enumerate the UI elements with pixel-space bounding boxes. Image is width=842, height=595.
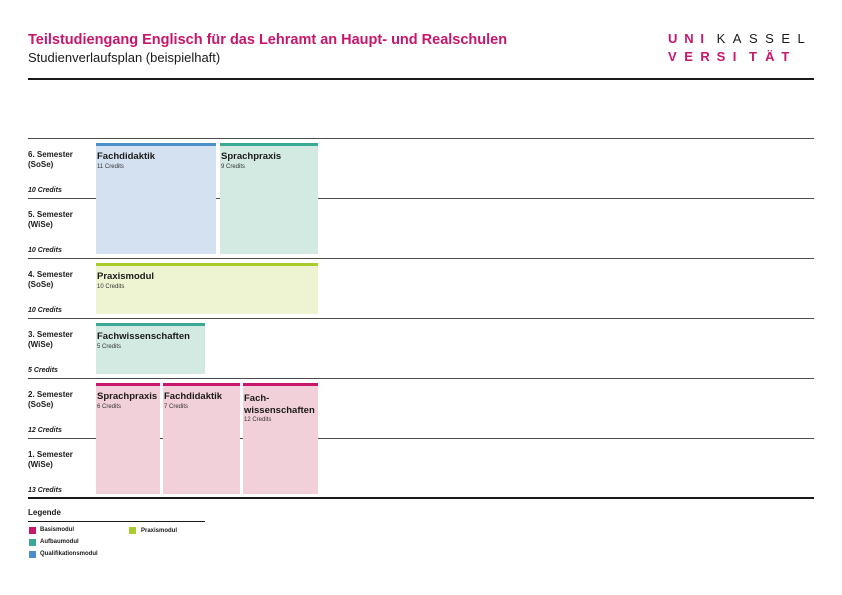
legend-swatch-aufbaumodul — [29, 539, 36, 546]
row-divider — [28, 258, 814, 259]
module-fachdidaktik-qualifikation: Fachdidaktik 11 Credits — [96, 143, 216, 254]
semester-label: 6. Semester (SoSe) — [28, 150, 73, 169]
module-sprachpraxis-basis: Sprachpraxis 6 Credits — [96, 383, 160, 494]
semester-credits: 10 Credits — [28, 187, 62, 194]
legend-label: Basismodul — [40, 527, 75, 533]
module-fachdidaktik-basis: Fachdidaktik 7 Credits — [163, 383, 240, 494]
row-divider — [28, 138, 814, 139]
semester-label: 4. Semester (SoSe) — [28, 270, 73, 289]
semester-label: 5. Semester (WiSe) — [28, 210, 73, 229]
semester-label: 2. Semester (SoSe) — [28, 390, 73, 409]
page-subtitle: Studienverlaufsplan (beispielhaft) — [28, 50, 221, 65]
row-divider — [28, 378, 814, 379]
legend-label: Praxismodul — [141, 528, 178, 534]
legend-swatch-qualifikationsmodul — [29, 551, 36, 558]
legend-label: Qualifikationsmodul — [40, 551, 98, 557]
semester-label: 3. Semester (WiSe) — [28, 330, 73, 349]
page-title: Teilstudiengang Englisch für das Lehramt an Haupt- und Realschulen — [28, 32, 508, 48]
semester-label: 1. Semester (WiSe) — [28, 450, 73, 469]
legend-label: Aufbaumodul — [40, 539, 79, 545]
module-praxismodul: Praxismodul 10 Credits — [96, 263, 318, 314]
legend-divider — [28, 521, 205, 522]
semester-credits: 5 Credits — [28, 367, 58, 374]
module-sprachpraxis-aufbau: Sprachpraxis 9 Credits — [220, 143, 318, 254]
legend-swatch-praxismodul — [129, 527, 136, 534]
semester-credits: 13 Credits — [28, 487, 62, 494]
row-divider — [28, 318, 814, 319]
semester-credits: 12 Credits — [28, 427, 62, 434]
legend-swatch-basismodul — [29, 527, 36, 534]
table-bottom-divider — [28, 497, 814, 499]
semester-credits: 10 Credits — [28, 307, 62, 314]
legend-title: Legende — [28, 508, 61, 517]
module-fachwissenschaften-basis: Fach- wissenschaften 12 Credits — [243, 383, 318, 494]
header-divider — [28, 78, 814, 80]
module-fachwissenschaften-aufbau: Fachwissenschaften 5 Credits — [96, 323, 205, 374]
semester-credits: 10 Credits — [28, 247, 62, 254]
university-logo: U N I K A S S E L V E R S I T Ä T — [668, 31, 805, 64]
